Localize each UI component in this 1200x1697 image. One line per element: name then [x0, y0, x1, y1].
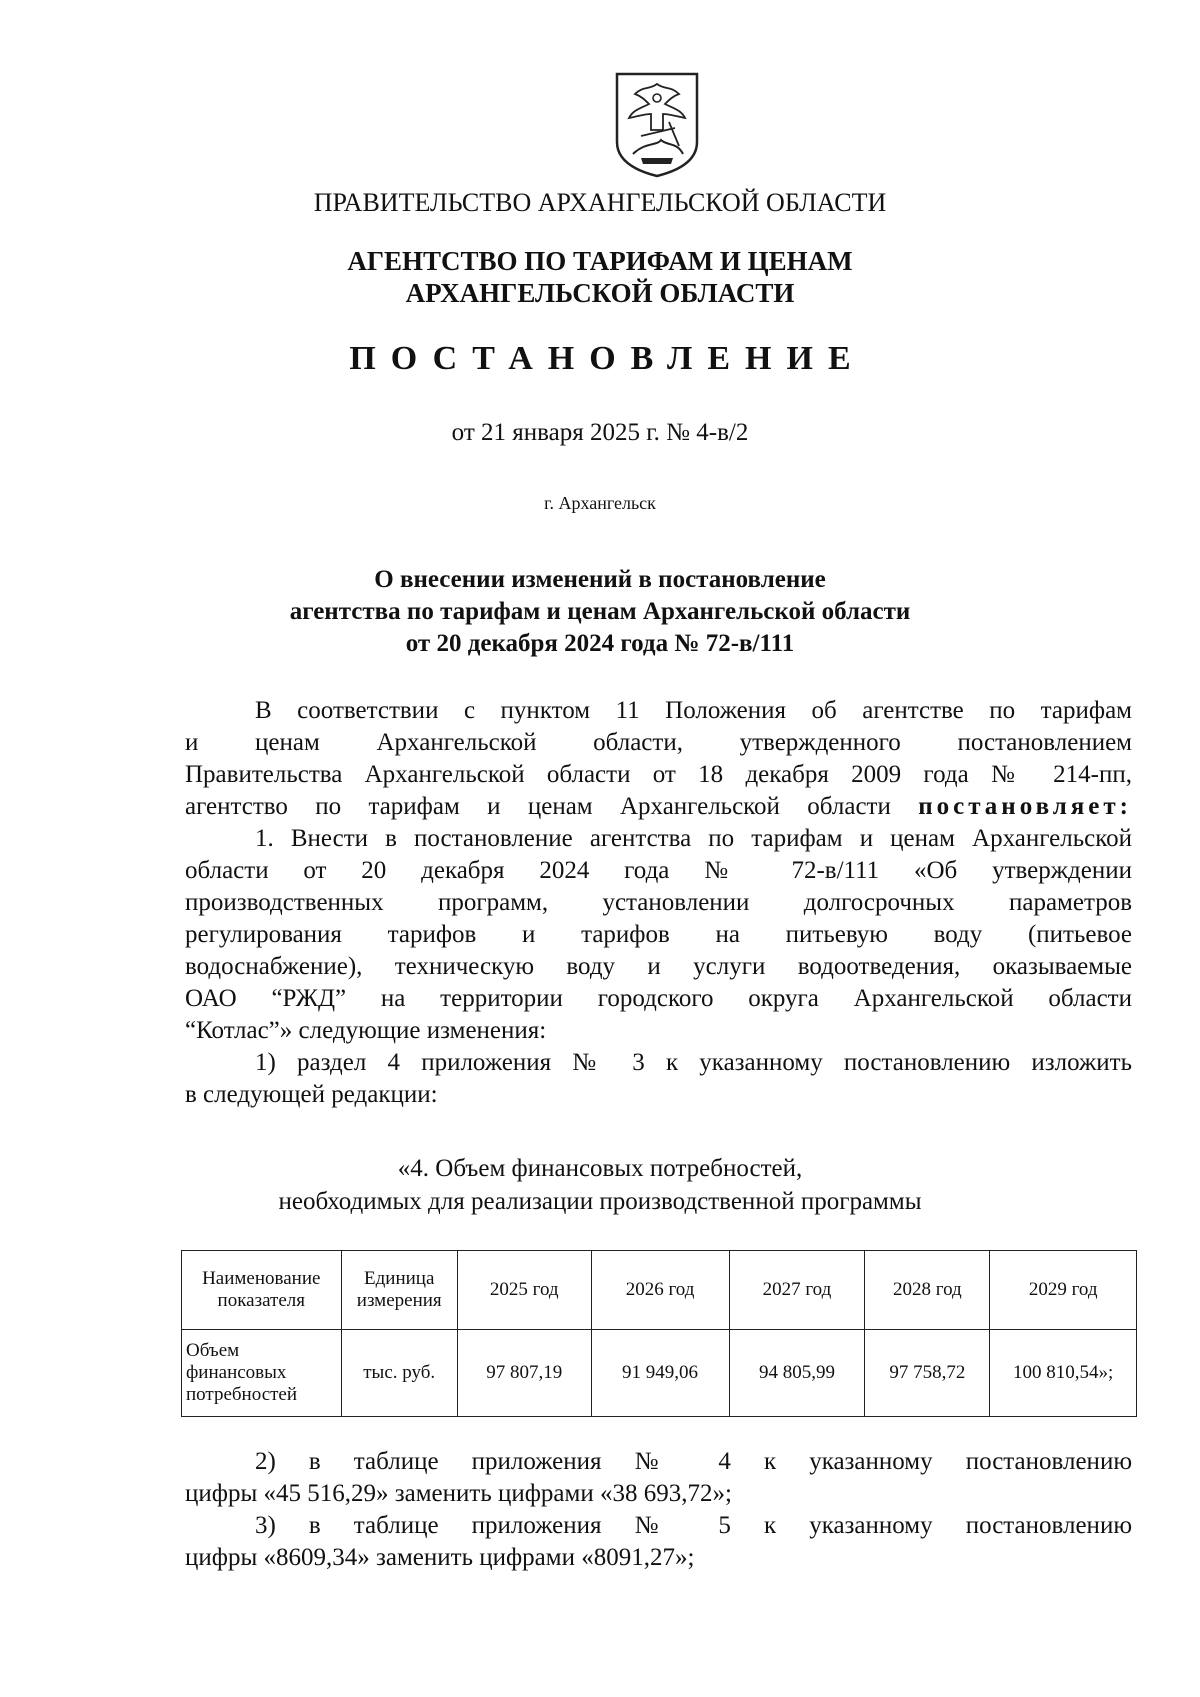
- section-4-title-line2: необходимых для реализации производственной программы: [278, 1188, 922, 1215]
- item-1-line: 1. Внести в постановление агентства по тарифам и ценам Архангельской: [255, 825, 1132, 852]
- title-line1: О внесении изменений в постановление: [374, 566, 826, 593]
- preamble-paragraph: [185, 695, 1132, 823]
- preamble-line: В соответствии с пунктом 11 Положения об агентстве по тарифам: [255, 697, 1132, 724]
- subitem-3-line: 3) в таблице приложения № 5 к указанному постановлению: [255, 1512, 1132, 1539]
- document-city: г. Архангельск: [544, 493, 656, 513]
- subitem-2-line-last: цифры «45 516,29» заменить цифрами «38 693,72»;: [185, 1480, 732, 1507]
- item-1-line: регулирования тарифов и тарифов на питьевую воду (питьевое: [185, 921, 1132, 948]
- cell-value: 91 949,06: [591, 1330, 729, 1417]
- item-1-line: области от 20 декабря 2024 года № 72-в/111 «Об утверждении: [185, 857, 1132, 884]
- header-year: 2027 год: [729, 1251, 865, 1330]
- subitem-3-line-last: цифры «8609,34» заменить цифрами «8091,27»;: [185, 1544, 695, 1571]
- header-unit: Единица измерения: [341, 1251, 457, 1330]
- agency-name-line2: АРХАНГЕЛЬСКОЙ ОБЛАСТИ: [405, 278, 795, 308]
- subitem-1-paragraph: [185, 1047, 1132, 1111]
- agency-name-line1: АГЕНТСТВО ПО ТАРИФАМ И ЦЕНАМ: [347, 246, 853, 276]
- preamble-line: и ценам Архангельской области, утвержденного постановлением: [185, 729, 1132, 756]
- item-1-paragraph: [185, 823, 1132, 1047]
- preamble-line-last: [185, 791, 1132, 823]
- subitem-1-line: 1) раздел 4 приложения № 3 к указанному постановлению изложить: [255, 1049, 1132, 1076]
- cell-indicator-name: Объем финансовых потребностей: [182, 1330, 342, 1417]
- preamble-text: агентство по тарифам и ценам Архангельской области: [185, 793, 919, 820]
- subitem-2-line: 2) в таблице приложения № 4 к указанному постановлению: [255, 1448, 1132, 1475]
- header-year: 2025 год: [457, 1251, 591, 1330]
- coat-of-arms-icon: [611, 70, 703, 180]
- item-1-line-last: “Котлас”» следующие изменения:: [185, 1017, 547, 1044]
- table-row: [182, 1330, 1137, 1417]
- agency-name: [0, 245, 1200, 309]
- title-line2: агентства по тарифам и ценам Архангельской области: [289, 598, 911, 625]
- document-type: ПОСТАНОВЛЕНИЕ: [349, 340, 866, 377]
- title-line3: от 20 декабря 2024 года № 72-в/111: [405, 630, 795, 657]
- item-1-line: производственных программ, установлении долгосрочных параметров: [185, 889, 1132, 916]
- document-title: [0, 564, 1200, 660]
- government-name: ПРАВИТЕЛЬСТВО АРХАНГЕЛЬСКОЙ ОБЛАСТИ: [313, 188, 887, 217]
- cell-value: 97 807,19: [457, 1330, 591, 1417]
- subitem-1-line-last: в следующей редакции:: [185, 1081, 438, 1108]
- cell-unit: тыс. руб.: [341, 1330, 457, 1417]
- cell-value: 97 758,72: [865, 1330, 990, 1417]
- cell-value: 100 810,54»;: [990, 1330, 1137, 1417]
- preamble-line: Правительства Архангельской области от 18 декабря 2009 года № 214-пп,: [185, 761, 1132, 788]
- item-1-line: ОАО “РЖД” на территории городского округа Архангельской области: [185, 985, 1132, 1012]
- decree-word: постановляет:: [918, 793, 1132, 820]
- header-year: 2029 год: [990, 1251, 1137, 1330]
- subitem-3-paragraph: [185, 1510, 1132, 1574]
- document-date-number: от 21 января 2025 г. № 4-в/2: [451, 419, 749, 446]
- header-year: 2026 год: [591, 1251, 729, 1330]
- cell-value: 94 805,99: [729, 1330, 865, 1417]
- section-4-title-line1: «4. Объем финансовых потребностей,: [397, 1155, 803, 1182]
- header-year: 2028 год: [865, 1251, 990, 1330]
- item-1-line: водоснабжение), техническую воду и услуги водоотведения, оказываемые: [185, 953, 1132, 980]
- header-indicator-name: Наименование показателя: [182, 1251, 342, 1330]
- section-4-title: [0, 1152, 1200, 1218]
- subitem-2-paragraph: [185, 1446, 1132, 1510]
- table-header-row: [182, 1251, 1137, 1330]
- financial-needs-table: [181, 1250, 1137, 1417]
